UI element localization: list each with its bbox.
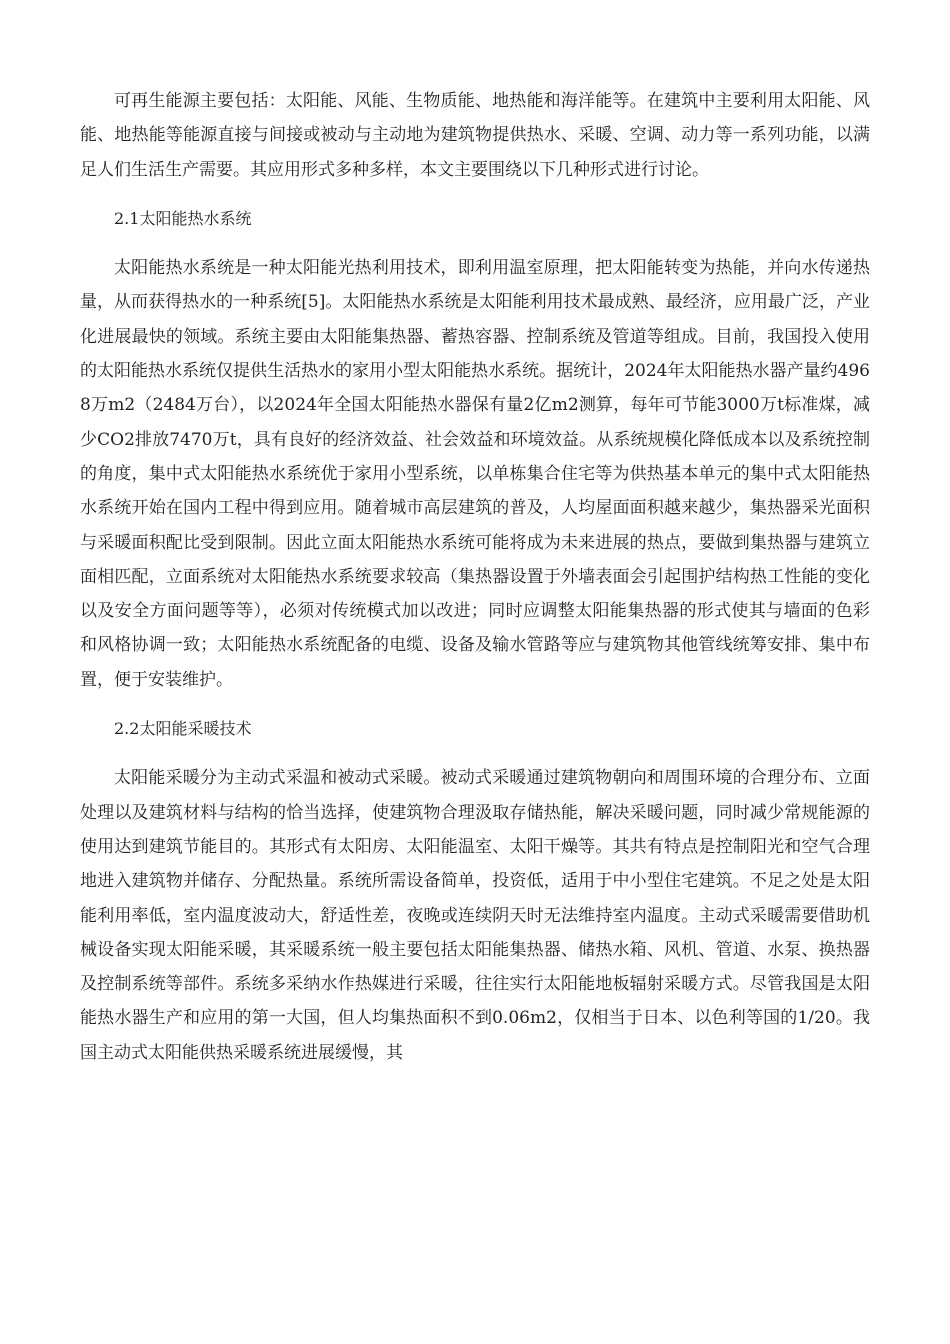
section-heading-2-1: 2.1太阳能热水系统 xyxy=(114,208,252,228)
section-heading-2-2: 2.2太阳能采暖技术 xyxy=(114,719,252,739)
solar-hot-water-paragraph: 太阳能热水系统是一种太阳能光热利用技术，即利用温室原理，把太阳能转变为热能，并向水传递热量，从而获得热水的一种系统[5]。太阳能热水系统是太阳能利用技术最成熟、最经济，应用最广泛，产业化进展最快的领域。系统主要由太阳能集热器、蓄热容器、控制系统及管道等组成。目前，我国投入使用的太阳能热水系统仅提供生活热水的家用小型太阳能热水系统。据统计，2024年太阳能热水器产量约4968万m2（2484万台），以2024年全国太阳能热水器保有量2亿m2测算，每年可节能3000万t标准煤，减少CO2排放7470万t，具有良好的经济效益、社会效益和环境效益。从系统规模化降低成本以及系统控制的角度，集中式太阳能热水系统优于家用小型系统，以单栋集合住宅等为供热基本单元的集中式太阳能热水系统开始在国内工程中得到应用。随着城市高层建筑的普及，人均屋面面积越来越少，集热器采光面积与采暖面积配比受到限制。因此立面太阳能热水系统可能将成为未来进展的热点，要做到集热器与建筑立面相匹配，立面系统对太阳能热水系统要求较高（集热器设置于外墙表面会引起围护结构热工性能的变化以及安全方面问题等等），必须对传统模式加以改进；同时应调整太阳能集热器的形式使其与墙面的色彩和风格协调一致；太阳能热水系统配备的电缆、设备及输水管路等应与建筑物其他管线统筹安排、集中布置，便于安装维护。 xyxy=(80,258,870,690)
solar-heating-paragraph: 太阳能采暖分为主动式采温和被动式采暖。被动式采暖通过建筑物朝向和周围环境的合理分布、立面处理以及建筑材料与结构的恰当选择，使建筑物合理汲取存储热能，解决采暖问题，同时减少常规能源的使用达到建筑节能目的。其形式有太阳房、太阳能温室、太阳干燥等。其共有特点是控制阳光和空气合理地进入建筑物并储存、分配热量。系统所需设备简单，投资低，适用于中小型住宅建筑。不足之处是太阳能利用率低，室内温度波动大，舒适性差，夜晚或连续阴天时无法维持室内温度。主动式采暖需要借助机械设备实现太阳能采暖，其采暖系统一般主要包括太阳能集热器、储热水箱、风机、管道、水泵、换热器及控制系统等部件。系统多采纳水作热媒进行采暖，往往实行太阳能地板辐射采暖方式。尽管我国是太阳能热水器生产和应用的第一大国，但人均集热面积不到0.06m2，仅相当于日本、以色利等国的1/20。我国主动式太阳能供热采暖系统进展缓慢，其 xyxy=(80,768,870,1063)
intro-paragraph: 可再生能源主要包括：太阳能、风能、生物质能、地热能和海洋能等。在建筑中主要利用太阳能、风能、地热能等能源直接与间接或被动与主动地为建筑物提供热水、采暖、空调、动力等一系列功能，以满足人们生活生产需要。其应用形式多种多样，本文主要围绕以下几种形式进行讨论。 xyxy=(80,91,870,180)
